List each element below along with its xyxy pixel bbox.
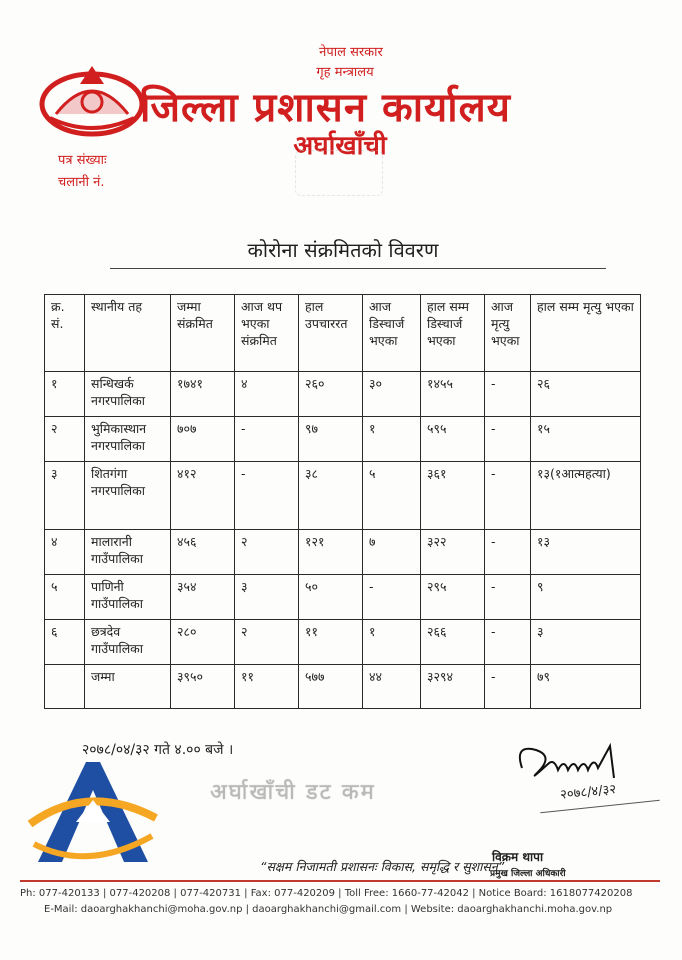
cell: - (235, 462, 299, 530)
cell: १५ (531, 417, 641, 462)
cell: ३२९४ (421, 665, 485, 709)
cell: ४४ (363, 665, 421, 709)
seal-name: विक्रम थापा (492, 850, 544, 864)
cell: ३ (235, 575, 299, 620)
cell: पाणिनी गाउँपालिका (85, 575, 171, 620)
table-row (45, 530, 641, 575)
ref-no-label: पत्र संख्याः (58, 153, 107, 168)
cell: १२१ (299, 530, 363, 575)
covid-stats-table (44, 294, 641, 709)
cell: शितगंगा नगरपालिका (85, 462, 171, 530)
cell: ३२२ (421, 530, 485, 575)
cell: ४५६ (171, 530, 235, 575)
cell: ३५४ (171, 575, 235, 620)
cell: १ (45, 372, 85, 417)
cell: सन्धिखर्क नगरपालिका (85, 372, 171, 417)
table-header-row (45, 295, 641, 372)
header-new-infected: आज थप भएका संक्रमित (235, 295, 299, 372)
signature-date: २०७८/४/३२ (559, 782, 617, 803)
cell: - (235, 417, 299, 462)
report-datetime: २०७८/०४/३२ गते ४.०० बजे । (82, 742, 234, 758)
cell: १ (363, 620, 421, 665)
cell: २ (45, 417, 85, 462)
cell: २८० (171, 620, 235, 665)
footer-rule (20, 880, 660, 882)
ministry-name: गृह मन्त्रालय (316, 65, 374, 80)
cell: ४१२ (171, 462, 235, 530)
cell: ३६१ (421, 462, 485, 530)
cell (45, 665, 85, 709)
cell: ३९५० (171, 665, 235, 709)
cell: १३ (531, 530, 641, 575)
cell: ४ (235, 372, 299, 417)
district-name: अर्घाखाँची (293, 131, 387, 161)
table-row (45, 372, 641, 417)
government-name: नेपाल सरकार (319, 45, 383, 60)
signature (514, 738, 654, 788)
contact-emails: E-Mail: daoarghakhanchi@moha.gov.np | daoarghakhanchi@gmail.com | Website: daoarghakhanchi.moha.gov.np (44, 904, 613, 915)
table-row (45, 462, 641, 530)
cell: २६० (299, 372, 363, 417)
cell: १४५५ (421, 372, 485, 417)
faint-stamp (295, 150, 383, 196)
header-serial: क्र. सं. (45, 295, 85, 372)
cell: ७९ (531, 665, 641, 709)
cell: - (485, 462, 531, 530)
cell: - (485, 665, 531, 709)
cell: ५० (299, 575, 363, 620)
contact-phones: Ph: 077-420133 | 077-420208 | 077-420731 | Fax: 077-420209 | Toll Free: 1660-77-42042 | Notice Board: 1618077420208 (20, 888, 633, 899)
cell: जम्मा (85, 665, 171, 709)
header-active: हाल उपचाररत (299, 295, 363, 372)
header-discharged-today: आज डिस्चार्ज भएका (363, 295, 421, 372)
cell: ११ (299, 620, 363, 665)
cell: ३८ (299, 462, 363, 530)
cell: १७४१ (171, 372, 235, 417)
cell: भुमिकास्थान नगरपालिका (85, 417, 171, 462)
cell: - (485, 372, 531, 417)
cell: ११ (235, 665, 299, 709)
cell: - (485, 620, 531, 665)
office-name: जिल्ला प्रशासन कार्यालय (140, 85, 511, 131)
seal-role: प्रमुख जिल्ला अधिकारी (490, 869, 566, 879)
cell: ५७७ (299, 665, 363, 709)
nepal-emblem-icon (36, 58, 148, 142)
cell: ९ (531, 575, 641, 620)
table-total-row (45, 665, 641, 709)
table-row (45, 575, 641, 620)
watermark: अर्घाखाँची डट कम (210, 780, 376, 805)
cell: छत्रदेव गाउँपालिका (85, 620, 171, 665)
cell: ४ (45, 530, 85, 575)
cell: ३ (45, 462, 85, 530)
cell: १ (363, 417, 421, 462)
cell: - (363, 575, 421, 620)
header-discharged-total: हाल सम्म डिस्चार्ज भएका (421, 295, 485, 372)
cell: ५९५ (421, 417, 485, 462)
header-total-infected: जम्मा संक्रमित (171, 295, 235, 372)
cell: - (485, 530, 531, 575)
header-local-level: स्थानीय तह (85, 295, 171, 372)
header-deaths-today: आज मृत्यु भएका (485, 295, 531, 372)
cell: ७०७ (171, 417, 235, 462)
cell: ३० (363, 372, 421, 417)
header-deaths-total: हाल सम्म मृत्यु भएका (531, 295, 641, 372)
cell: मालारानी गाउँपालिका (85, 530, 171, 575)
document-title: कोरोना संक्रमितको विवरण (247, 238, 439, 262)
cell: २६६ (421, 620, 485, 665)
cell: ३ (531, 620, 641, 665)
cell: १३(१आत्महत्या) (531, 462, 641, 530)
cell: २९५ (421, 575, 485, 620)
cell: २ (235, 530, 299, 575)
cell: २ (235, 620, 299, 665)
site-logo-icon (28, 752, 158, 872)
cell: - (485, 575, 531, 620)
cell: ५ (363, 462, 421, 530)
motto: “सक्षम निजामती प्रशासनः विकास, समृद्धि र सुशासन” (260, 859, 505, 874)
cell: - (485, 417, 531, 462)
title-underline (110, 268, 606, 269)
signature-underline (540, 800, 659, 814)
cell: ६ (45, 620, 85, 665)
cell: ९७ (299, 417, 363, 462)
cell: ७ (363, 530, 421, 575)
cell: ५ (45, 575, 85, 620)
cell: २६ (531, 372, 641, 417)
table-row (45, 417, 641, 462)
dispatch-no-label: चलानी नं. (58, 175, 105, 190)
table-row (45, 620, 641, 665)
